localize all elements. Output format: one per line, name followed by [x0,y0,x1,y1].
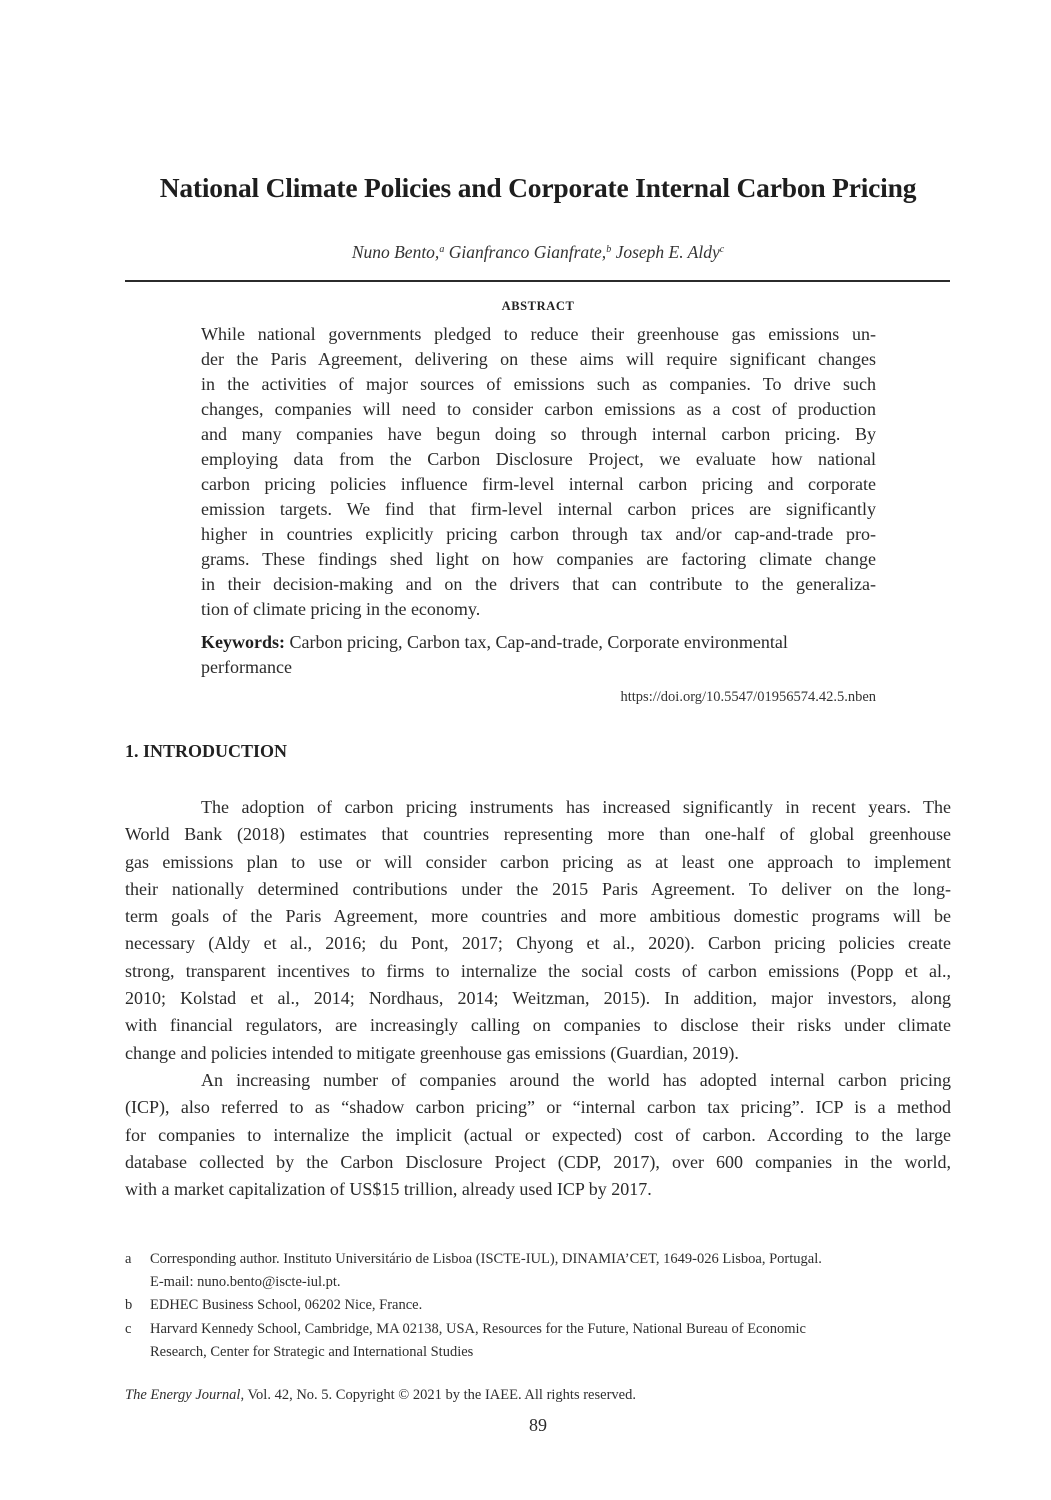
author-name: Gianfranco Gianfrate, [448,242,607,262]
abstract-line: changes, companies will need to consider carbon emissions as a cost of production [201,399,876,419]
footnote-mark: c [125,1321,132,1337]
keywords-list: Carbon pricing, Carbon tax, Cap-and-trade, Corporate environmental performance [201,632,788,677]
body-line: their nationally determined contributions under the 2015 Paris Agreement. To deliver on the long- [125,878,951,899]
author-affiliation-mark: c [719,244,725,255]
keywords [201,630,876,680]
journal-name: The Energy Journal [125,1387,241,1403]
body-line: term goals of the Paris Agreement, more countries and more ambitious domestic programs will be [125,906,951,927]
header-divider [125,280,950,282]
abstract-heading: ABSTRACT [501,299,575,313]
body-line: database collected by the Carbon Disclosure Project (CDP, 2017), over 600 companies in the world, [125,1151,951,1172]
body-line: An increasing number of companies around the world has adopted internal carbon pricing [201,1069,951,1090]
introduction-body [125,794,951,1203]
footnote-mark: b [125,1297,133,1313]
abstract-line: in the activities of major sources of emissions such as companies. To drive such [201,374,876,394]
abstract-line: While national governments pledged to reduce their greenhouse gas emissions un- [201,324,876,344]
abstract-text [201,322,876,622]
body-line: World Bank (2018) estimates that countries representing more than one-half of global greenhouse [125,824,951,845]
footnote-text: EDHEC Business School, 06202 Nice, France. [150,1297,423,1313]
abstract-line: carbon pricing policies influence firm-level internal carbon pricing and corporate [201,474,876,494]
body-line: gas emissions plan to use or will consider carbon pricing as at least one approach to implement [125,851,951,872]
section-heading: 1. INTRODUCTION [125,741,288,761]
body-line: (ICP), also referred to as “shadow carbon pricing” or “internal carbon tax pricing”. ICP is a method [125,1097,951,1118]
body-line: necessary (Aldy et al., 2016; du Pont, 2017; Chyong et al., 2020). Carbon pricing policies create [125,933,951,954]
footnote-text: E-mail: nuno.bento@iscte-iul.pt. [150,1274,341,1290]
body-line: change and policies intended to mitigate greenhouse gas emissions (Guardian, 2019). [125,1042,739,1063]
abstract-line: higher in countries explicitly pricing carbon through tax and/or cap-and-trade pro- [201,524,876,544]
author-name: Joseph E. Aldy [615,242,720,262]
footnote-text: Harvard Kennedy School, Cambridge, MA 02138, USA, Resources for the Future, National Bureau of Economic [150,1321,806,1337]
journal-info: , Vol. 42, No. 5. Copyright © 2021 by the IAEE. All rights reserved. [240,1387,636,1403]
abstract-line: grams. These findings shed light on how companies are factoring climate change [201,549,876,569]
footnote-text: Corresponding author. Instituto Universitário de Lisboa (ISCTE-IUL), DINAMIA’CET, 1649-026 Lisboa, Portugal. [150,1251,822,1267]
author-affiliation-mark: b [606,244,612,255]
abstract-line: employing data from the Carbon Disclosure Project, we evaluate how national [201,449,876,469]
abstract-line: der the Paris Agreement, delivering on these aims will require significant changes [201,349,876,369]
abstract-line: tion of climate pricing in the economy. [201,599,481,619]
doi-link[interactable]: https://doi.org/10.5547/01956574.42.5.nben [620,689,876,705]
paper-title: National Climate Policies and Corporate Internal Carbon Pricing [159,172,917,203]
body-line: for companies to internalize the implicit (actual or expected) cost of carbon. According to the large [125,1124,951,1145]
footnote-text: Research, Center for Strategic and International Studies [150,1344,474,1360]
author-affiliation-mark: a [439,244,445,255]
keywords-label: Keywords: [201,632,285,652]
abstract-line: and many companies have begun doing so through internal carbon pricing. By [201,424,876,444]
author-name: Nuno Bento, [351,242,440,262]
body-line: with financial regulators, are increasingly calling on companies to disclose their risks under climate [125,1015,951,1036]
author-list [0,242,1051,263]
footnote-mark: a [125,1251,132,1267]
journal-citation [125,1387,636,1404]
body-line: The adoption of carbon pricing instruments has increased significantly in recent years. The [201,797,951,817]
page-number: 89 [529,1415,547,1435]
body-line: strong, transparent incentives to firms to internalize the social costs of carbon emissions (Popp et al., [125,960,951,981]
body-line: with a market capitalization of US$15 trillion, already used ICP by 2017. [125,1179,652,1200]
abstract-line: in their decision-making and on the drivers that can contribute to the generaliza- [201,574,876,594]
abstract-line: emission targets. We find that firm-level internal carbon prices are significantly [201,499,876,519]
body-line: 2010; Kolstad et al., 2014; Nordhaus, 2014; Weitzman, 2015). In addition, major investors, along [125,988,951,1009]
